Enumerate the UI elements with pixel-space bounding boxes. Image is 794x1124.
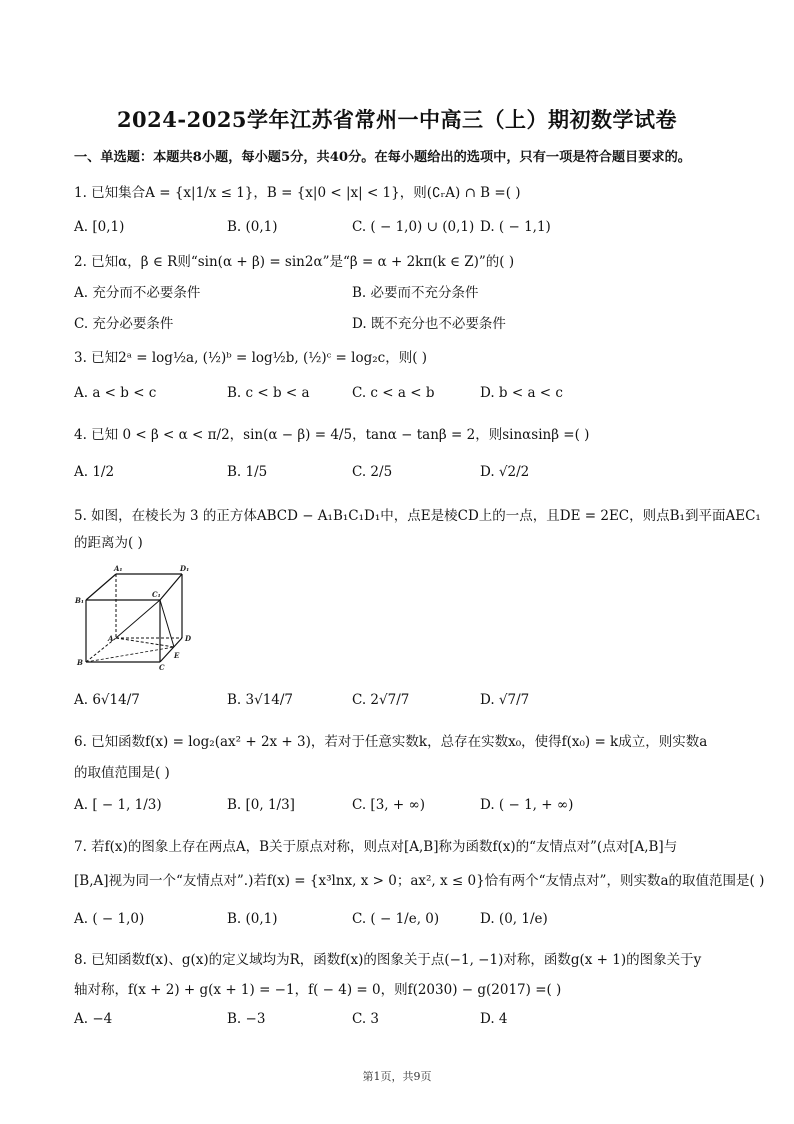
question-1-option-b: B. (0,1) — [227, 219, 278, 235]
question-7-option-c: C. ( − 1/e, 0) — [352, 911, 440, 927]
label-a: A — [108, 634, 114, 643]
label-a1: A₁ — [114, 564, 123, 573]
question-3-option-b: B. c < b < a — [227, 385, 310, 401]
question-1-option-a: A. [0,1) — [74, 219, 125, 235]
label-b: B — [77, 658, 83, 667]
question-1-option-c: C. ( − 1,0) ∪ (0,1) — [352, 219, 475, 235]
question-8-stem-line-2: 轴对称，f(x + 2) + g(x + 1) = −1，f( − 4) = 0，则f(2030) − g(2017) =( ) — [74, 982, 562, 998]
question-8-option-b: B. −3 — [227, 1011, 266, 1027]
question-3-option-d: D. b < a < c — [480, 385, 563, 401]
page-title: 2024-2025学年江苏省常州一中高三（上）期初数学试卷 — [116, 107, 678, 132]
label-c: C — [159, 663, 165, 672]
question-4-option-c: C. 2/5 — [352, 464, 393, 480]
question-4-option-d: D. √2/2 — [480, 464, 530, 480]
question-6-stem-line-2: 的取值范围是( ) — [74, 765, 170, 781]
cube-figure — [72, 562, 192, 672]
question-7-option-a: A. ( − 1,0) — [74, 911, 145, 927]
question-8-option-d: D. 4 — [480, 1011, 508, 1027]
label-e: E — [174, 651, 180, 660]
question-2-option-d: D. 既不充分也不必要条件 — [352, 316, 506, 332]
question-4-stem: 4. 已知 0 < β < α < π/2，sin(α − β) = 4/5，tanα − tanβ = 2，则sinαsinβ =( ) — [74, 427, 590, 443]
question-3-option-c: C. c < a < b — [352, 385, 435, 401]
question-1-option-d: D. ( − 1,1) — [480, 219, 551, 235]
question-5-option-a: A. 6√14/7 — [74, 692, 140, 708]
question-4-option-b: B. 1/5 — [227, 464, 268, 480]
page-footer: 第1页，共9页 — [362, 1070, 432, 1083]
question-5-stem-line-2: 的距离为( ) — [74, 535, 143, 551]
question-3-stem: 3. 已知2ᵃ = log½a, (½)ᵇ = log½b, (½)ᶜ = log₂c，则( ) — [74, 350, 428, 366]
question-6-stem-line-1: 6. 已知函数f(x) = log₂(ax² + 2x + 3)，若对于任意实数k，总存在实数x₀，使得f(x₀) = k成立，则实数a — [74, 734, 708, 750]
section-heading: 一、单选题：本题共8小题，每小题5分，共40分。在每小题给出的选项中，只有一项是符合题目要求的。 — [74, 150, 691, 165]
question-8-stem-line-1: 8. 已知函数f(x)、g(x)的定义域均为R，函数f(x)的图象关于点(−1, −1)对称，函数g(x + 1)的图象关于y — [74, 952, 702, 968]
question-2-option-b: B. 必要而不充分条件 — [352, 285, 479, 301]
question-2-option-a: A. 充分而不必要条件 — [74, 285, 201, 301]
question-5-option-c: C. 2√7/7 — [352, 692, 410, 708]
label-c1: C₁ — [152, 590, 161, 599]
question-5-option-d: D. √7/7 — [480, 692, 530, 708]
question-7-stem-line-1: 7. 若f(x)的图象上存在两点A，B关于原点对称，则点对[A,B]称为函数f(x)的“友情点对”(点对[A,B]与 — [74, 839, 678, 855]
question-8-option-c: C. 3 — [352, 1011, 380, 1027]
question-1-stem: 1. 已知集合A = {x|1/x ≤ 1}，B = {x|0 < |x| < 1}，则(∁ᵣA) ∩ B =( ) — [74, 185, 521, 201]
question-5-option-b: B. 3√14/7 — [227, 692, 294, 708]
question-7-option-b: B. (0,1) — [227, 911, 278, 927]
question-6-option-d: D. ( − 1, + ∞) — [480, 797, 574, 813]
question-6-option-c: C. [3, + ∞) — [352, 797, 425, 813]
label-d1: D₁ — [180, 564, 190, 573]
question-2-option-c: C. 充分必要条件 — [74, 316, 174, 332]
question-5-stem-line-1: 5. 如图，在棱长为 3 的正方体ABCD − A₁B₁C₁D₁中，点E是棱CD上的一点，且DE = 2EC，则点B₁到平面AEC₁ — [74, 508, 761, 524]
question-6-option-a: A. [ − 1, 1/3) — [74, 797, 162, 813]
label-b1: B₁ — [75, 596, 84, 605]
question-6-option-b: B. [0, 1/3] — [227, 797, 295, 813]
question-7-option-d: D. (0, 1/e) — [480, 911, 548, 927]
label-d: D — [185, 634, 192, 643]
question-8-option-a: A. −4 — [74, 1011, 113, 1027]
question-3-option-a: A. a < b < c — [74, 385, 157, 401]
question-7-stem-line-2: [B,A]视为同一个“友情点对”.)若f(x) = {x³lnx, x > 0；ax², x ≤ 0}恰有两个“友情点对”，则实数a的取值范围是( ) — [74, 873, 765, 889]
question-4-option-a: A. 1/2 — [74, 464, 115, 480]
question-2-stem: 2. 已知α，β ∈ R则“sin(α + β) = sin2α”是“β = α + 2kπ(k ∈ Z)”的( ) — [74, 254, 515, 270]
